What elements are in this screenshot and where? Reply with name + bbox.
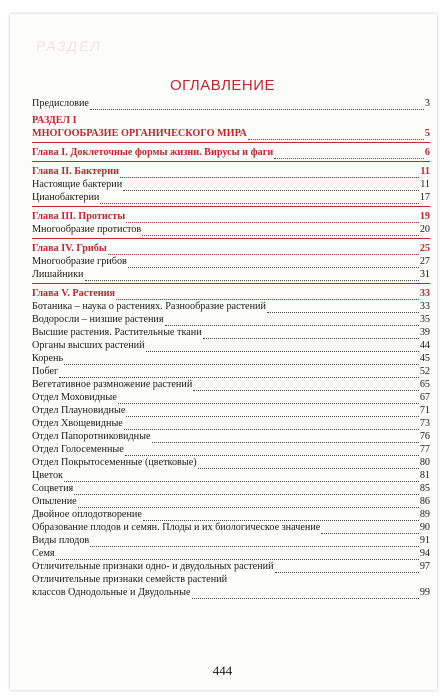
- toc-entry[interactable]: [32, 534, 430, 547]
- leader-dots: [120, 168, 419, 178]
- toc-entry-label: Отдел Голосеменные: [32, 444, 124, 455]
- toc-entry[interactable]: [32, 469, 430, 482]
- toc-entry-page: 17: [419, 192, 430, 203]
- toc-entry-page: 20: [419, 224, 430, 235]
- toc-entry-label: Органы высших растений: [32, 340, 145, 351]
- leader-dots: [128, 258, 419, 268]
- toc-entry-chapter-3[interactable]: [32, 210, 430, 223]
- leader-dots: [274, 149, 424, 159]
- toc-entry-page: 25: [419, 243, 430, 254]
- toc-entry-page: 11: [420, 179, 430, 190]
- divider: [32, 206, 430, 207]
- toc-entry-chapter-2[interactable]: [32, 165, 430, 178]
- toc-entry-chapter-4[interactable]: [32, 242, 430, 255]
- leader-dots: [143, 511, 419, 521]
- toc-entry-label: Лишайники: [32, 269, 84, 280]
- leader-dots: [124, 420, 419, 430]
- leader-dots: [90, 100, 424, 110]
- toc-entry-label: Образование плодов и семян. Плоды и их биологическое значение: [32, 522, 321, 533]
- toc-entry-page: 3: [424, 98, 430, 109]
- toc-entry-label: Глава III. Протисты: [32, 211, 126, 222]
- toc-entry[interactable]: [32, 365, 430, 378]
- toc-entry-label: Многообразие грибов: [32, 256, 127, 267]
- leader-dots: [125, 446, 419, 456]
- toc-entry[interactable]: [32, 268, 430, 281]
- leader-dots: [78, 498, 419, 508]
- leader-dots: [123, 181, 419, 191]
- toc-entry[interactable]: [32, 560, 430, 573]
- leader-dots: [192, 589, 419, 599]
- leader-dots: [90, 537, 419, 547]
- toc-entry-label: Глава I. Доклеточные формы жизни. Вирусы и фаги: [32, 147, 274, 158]
- toc-entry[interactable]: [32, 430, 430, 443]
- toc-entry[interactable]: [32, 547, 430, 560]
- section-heading-line1[interactable]: РАЗДЕЛ I: [32, 115, 77, 126]
- leader-dots: [100, 194, 418, 204]
- leader-dots: [118, 394, 419, 404]
- leader-dots: [64, 472, 419, 482]
- toc-entry[interactable]: [32, 456, 430, 469]
- leader-dots: [108, 245, 419, 255]
- toc-entry[interactable]: [32, 482, 430, 495]
- toc-entry[interactable]: [32, 300, 430, 313]
- leader-dots: [64, 355, 419, 365]
- toc-entry-label: Отдел Покрытосеменные (цветковые): [32, 457, 197, 468]
- toc-entry-page: 91: [419, 535, 430, 546]
- toc-entry-page: 45: [419, 353, 430, 364]
- toc-entry-page: 19: [419, 211, 430, 222]
- toc-entry[interactable]: [32, 391, 430, 404]
- toc-entry-page: 5: [424, 128, 430, 139]
- toc-entry-page: 67: [419, 392, 430, 403]
- toc-entry[interactable]: [32, 443, 430, 456]
- toc-entry-preface[interactable]: [32, 97, 430, 110]
- toc-entry-label: Отдел Хвощевидные: [32, 418, 123, 429]
- toc-entry-page: 81: [419, 470, 430, 481]
- leader-dots: [59, 368, 419, 378]
- toc-entry-label: Семя: [32, 548, 55, 559]
- toc-entry-label: Глава II. Бактерии: [32, 166, 119, 177]
- toc-entry-page: 90: [419, 522, 430, 533]
- toc-entry-label: классов Однодольные и Двудольные: [32, 587, 191, 598]
- toc-entry[interactable]: [32, 339, 430, 352]
- leader-dots: [165, 316, 419, 326]
- toc-entry-page: 89: [419, 509, 430, 520]
- toc-entry-label: Опыление: [32, 496, 77, 507]
- toc-entry-label: Отдел Моховидные: [32, 392, 117, 403]
- toc-entry-page: 6: [424, 147, 430, 158]
- toc-entry-chapter-5[interactable]: [32, 287, 430, 300]
- page-title: ОГЛАВЛЕНИЕ: [169, 77, 276, 94]
- toc-entry-page: 77: [419, 444, 430, 455]
- toc-entry-label: Ботаника – наука о растениях. Разнообразие растений: [32, 301, 266, 312]
- toc-entry-page: 71: [419, 405, 430, 416]
- toc-entry-label: Корень: [32, 353, 64, 364]
- toc-entry-page: 99: [419, 587, 430, 598]
- toc-entry-label: Вегетативное размножение растений: [32, 379, 193, 390]
- leader-dots: [203, 329, 419, 339]
- leader-dots: [142, 226, 419, 236]
- toc-entry-last-line1[interactable]: Отличительные признаки семейств растений: [32, 574, 228, 585]
- toc-entry-label: Глава V. Растения: [32, 288, 116, 299]
- leader-dots: [56, 550, 419, 560]
- toc-entry[interactable]: [32, 404, 430, 417]
- toc-entry-page: 97: [419, 561, 430, 572]
- toc-entry-page: 73: [419, 418, 430, 429]
- toc-entry-label: Двойное оплодотворение: [32, 509, 142, 520]
- toc-entry[interactable]: [32, 255, 430, 268]
- toc-entry-page: 35: [419, 314, 430, 325]
- leader-dots: [126, 407, 418, 417]
- toc-entry[interactable]: [32, 178, 430, 191]
- toc-entry-label: Отличительные признаки одно- и двудольных растений: [32, 561, 274, 572]
- toc-entry-page: 76: [419, 431, 430, 442]
- leader-dots: [275, 563, 419, 573]
- leader-dots: [248, 130, 424, 140]
- table-of-contents: [32, 97, 430, 599]
- toc-entry[interactable]: [32, 191, 430, 204]
- toc-entry-page: 27: [419, 256, 430, 267]
- toc-entry[interactable]: [32, 378, 430, 391]
- toc-entry[interactable]: [32, 521, 430, 534]
- toc-entry-label: Водоросли – низшие растения: [32, 314, 164, 325]
- toc-entry-page: 31: [419, 269, 430, 280]
- divider: [32, 142, 430, 143]
- toc-entry-label: Побег: [32, 366, 59, 377]
- toc-entry-label: Отдел Плауновидные: [32, 405, 126, 416]
- toc-entry-label: Глава IV. Грибы: [32, 243, 107, 254]
- toc-entry-label: Виды плодов: [32, 535, 90, 546]
- toc-entry-page: 33: [419, 288, 430, 299]
- toc-entry[interactable]: [32, 417, 430, 430]
- leader-dots: [193, 381, 419, 391]
- toc-entry-label: Многообразие протистов: [32, 224, 142, 235]
- toc-entry[interactable]: [32, 326, 430, 339]
- toc-entry[interactable]: [32, 313, 430, 326]
- toc-entry-chapter-1[interactable]: [32, 146, 430, 159]
- toc-entry-label: Высшие растения. Растительные ткани: [32, 327, 202, 338]
- leader-dots: [152, 433, 419, 443]
- toc-entry-page: 11: [420, 166, 430, 177]
- toc-entry[interactable]: [32, 495, 430, 508]
- show-through-text: РАЗДЕЛ: [36, 38, 102, 54]
- toc-entry[interactable]: [32, 223, 430, 236]
- toc-entry-page: 65: [419, 379, 430, 390]
- leader-dots: [126, 213, 419, 223]
- toc-entry[interactable]: [32, 352, 430, 365]
- divider: [32, 238, 430, 239]
- toc-entry-page: 86: [419, 496, 430, 507]
- toc-entry-page: 80: [419, 457, 430, 468]
- toc-entry-page: 33: [419, 301, 430, 312]
- leader-dots: [267, 303, 419, 313]
- leader-dots: [74, 485, 419, 495]
- toc-entry-page: 44: [419, 340, 430, 351]
- leader-dots: [321, 524, 419, 534]
- toc-entry[interactable]: [32, 508, 430, 521]
- toc-entry-label: МНОГООБРАЗИЕ ОРГАНИЧЕСКОГО МИРА: [32, 128, 247, 139]
- toc-entry-page: 52: [419, 366, 430, 377]
- toc-entry-page: 85: [419, 483, 430, 494]
- leader-dots: [198, 459, 419, 469]
- divider: [32, 161, 430, 162]
- page-number: 444: [212, 663, 233, 678]
- leader-dots: [146, 342, 419, 352]
- chapter-5-entries: [32, 300, 430, 573]
- toc-entry-label: Предисловие: [32, 98, 89, 109]
- divider: [32, 283, 430, 284]
- toc-entry-page: 94: [419, 548, 430, 559]
- leader-dots: [116, 290, 419, 300]
- toc-entry-label: Отдел Папоротниковидные: [32, 431, 151, 442]
- toc-entry-label: Цианобактерии: [32, 192, 100, 203]
- toc-entry-section1[interactable]: [32, 127, 430, 140]
- toc-entry-page: 39: [419, 327, 430, 338]
- toc-entry-label: Цветок: [32, 470, 63, 481]
- leader-dots: [85, 271, 419, 281]
- toc-entry-label: Настоящие бактерии: [32, 179, 123, 190]
- toc-entry-label: Соцветия: [32, 483, 74, 494]
- toc-entry-last[interactable]: [32, 586, 430, 599]
